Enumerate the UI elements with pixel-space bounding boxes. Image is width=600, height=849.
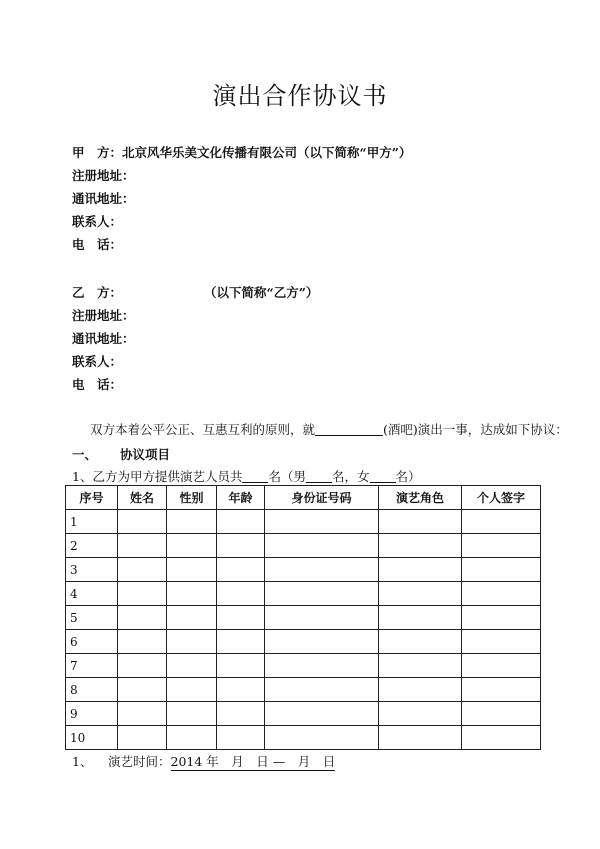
section-number: 一、 <box>72 447 98 462</box>
row-index: 7 <box>66 654 118 678</box>
cell-age[interactable] <box>217 726 265 750</box>
party-b-field-contact: 联系人： <box>72 354 123 369</box>
timeline-label: 演艺时间： <box>108 754 171 769</box>
table-row <box>66 726 541 750</box>
cell-age[interactable] <box>217 582 265 606</box>
table-row <box>66 630 541 654</box>
performer-count-line <box>72 467 421 485</box>
cell-age[interactable] <box>217 702 265 726</box>
row-index: 8 <box>66 678 118 702</box>
male-count-text: 名（男 <box>268 469 306 484</box>
cell-name[interactable] <box>118 678 167 702</box>
cell-id-number[interactable] <box>265 702 379 726</box>
cell-id-number[interactable] <box>265 678 379 702</box>
cell-gender[interactable] <box>167 510 217 534</box>
timeline-number: 1、 <box>72 754 93 769</box>
female-count-text: 名，女 <box>331 469 370 484</box>
cell-id-number[interactable] <box>265 726 379 750</box>
cell-id-number[interactable] <box>265 582 379 606</box>
intro-text-before: 双方本着公平公正、互惠互利的原则，就 <box>90 422 316 437</box>
cell-signature[interactable] <box>462 702 541 726</box>
col-header-index: 序号 <box>66 486 118 510</box>
cell-age[interactable] <box>217 510 265 534</box>
cell-role[interactable] <box>379 606 462 630</box>
cell-gender[interactable] <box>167 582 217 606</box>
cell-name[interactable] <box>118 558 167 582</box>
cell-name[interactable] <box>118 654 167 678</box>
row-index: 3 <box>66 558 118 582</box>
row-index: 6 <box>66 630 118 654</box>
performer-count-text: 1、乙方为甲方提供演艺人员共 <box>72 469 243 484</box>
total-count-blank[interactable] <box>242 470 268 483</box>
table-row <box>66 606 541 630</box>
cell-signature[interactable] <box>462 678 541 702</box>
table-row <box>66 510 541 534</box>
col-header-role: 演艺角色 <box>379 486 462 510</box>
party-a-field-mail-address: 通讯地址： <box>72 191 135 206</box>
cell-name[interactable] <box>118 726 167 750</box>
cell-gender[interactable] <box>167 702 217 726</box>
col-header-id-number: 身份证号码 <box>265 486 379 510</box>
section-heading <box>72 445 170 463</box>
cell-name[interactable] <box>118 606 167 630</box>
cell-gender[interactable] <box>167 726 217 750</box>
col-header-signature: 个人签字 <box>462 486 541 510</box>
count-closing-text: 名） <box>395 469 421 484</box>
cell-signature[interactable] <box>462 654 541 678</box>
cell-name[interactable] <box>118 702 167 726</box>
table-row <box>66 534 541 558</box>
cell-gender[interactable] <box>167 558 217 582</box>
table-body <box>66 510 541 750</box>
party-a-field-contact: 联系人： <box>72 214 123 229</box>
cell-age[interactable] <box>217 534 265 558</box>
cell-role[interactable] <box>379 582 462 606</box>
cell-id-number[interactable] <box>265 534 379 558</box>
cell-signature[interactable] <box>462 582 541 606</box>
row-index: 2 <box>66 534 118 558</box>
party-b-label: 乙 方： <box>72 285 123 300</box>
intro-paragraph <box>90 420 568 438</box>
cell-role[interactable] <box>379 726 462 750</box>
performer-table <box>65 485 541 750</box>
cell-gender[interactable] <box>167 654 217 678</box>
col-header-gender: 性别 <box>167 486 217 510</box>
cell-signature[interactable] <box>462 630 541 654</box>
cell-age[interactable] <box>217 558 265 582</box>
cell-role[interactable] <box>379 702 462 726</box>
table-header-row <box>66 486 541 510</box>
cell-id-number[interactable] <box>265 606 379 630</box>
male-count-blank[interactable] <box>306 470 332 483</box>
cell-gender[interactable] <box>167 678 217 702</box>
party-b-field-address: 注册地址： <box>72 308 135 323</box>
party-b-name: （以下简称“乙方”） <box>204 285 319 300</box>
table-row <box>66 558 541 582</box>
cell-age[interactable] <box>217 678 265 702</box>
cell-id-number[interactable] <box>265 558 379 582</box>
table-row <box>66 654 541 678</box>
col-header-name: 姓名 <box>118 486 167 510</box>
party-a-field-address: 注册地址： <box>72 168 135 183</box>
cell-gender[interactable] <box>167 606 217 630</box>
cell-role[interactable] <box>379 510 462 534</box>
cell-name[interactable] <box>118 630 167 654</box>
party-a-field-phone: 电 话： <box>72 237 123 252</box>
party-b-line <box>72 283 318 301</box>
row-index: 9 <box>66 702 118 726</box>
cell-id-number[interactable] <box>265 510 379 534</box>
party-a-label: 甲 方： <box>72 145 123 160</box>
row-index: 4 <box>66 582 118 606</box>
cell-role[interactable] <box>379 558 462 582</box>
cell-role[interactable] <box>379 534 462 558</box>
cell-id-number[interactable] <box>265 630 379 654</box>
female-count-blank[interactable] <box>370 470 396 483</box>
table-row <box>66 678 541 702</box>
cell-role[interactable] <box>379 678 462 702</box>
row-index: 10 <box>66 726 118 750</box>
cell-signature[interactable] <box>462 606 541 630</box>
intro-text-after: (酒吧)演出一事，达成如下协议： <box>383 422 568 437</box>
cell-signature[interactable] <box>462 558 541 582</box>
timeline-value[interactable]: 2014 年 月 日 — 月 日 <box>170 754 336 769</box>
table-row <box>66 702 541 726</box>
cell-role[interactable] <box>379 654 462 678</box>
cell-role[interactable] <box>379 630 462 654</box>
cell-signature[interactable] <box>462 534 541 558</box>
cell-age[interactable] <box>217 630 265 654</box>
party-b-field-phone: 电 话： <box>72 377 123 392</box>
cell-signature[interactable] <box>462 510 541 534</box>
document-title: 演出合作协议书 <box>212 82 388 110</box>
cell-age[interactable] <box>217 654 265 678</box>
cell-age[interactable] <box>217 606 265 630</box>
cell-name[interactable] <box>118 534 167 558</box>
performance-time-line <box>72 752 335 770</box>
col-header-age: 年龄 <box>217 486 265 510</box>
row-index: 5 <box>66 606 118 630</box>
cell-id-number[interactable] <box>265 654 379 678</box>
cell-name[interactable] <box>118 510 167 534</box>
cell-gender[interactable] <box>167 534 217 558</box>
party-a-line <box>72 143 411 161</box>
cell-gender[interactable] <box>167 630 217 654</box>
party-b-field-mail-address: 通讯地址： <box>72 331 135 346</box>
cell-signature[interactable] <box>462 726 541 750</box>
section-title: 协议项目 <box>120 447 171 462</box>
venue-blank[interactable] <box>315 423 383 436</box>
cell-name[interactable] <box>118 582 167 606</box>
table-row <box>66 582 541 606</box>
row-index: 1 <box>66 510 118 534</box>
party-a-name: 北京风华乐美文化传播有限公司（以下简称“甲方”） <box>122 145 412 160</box>
